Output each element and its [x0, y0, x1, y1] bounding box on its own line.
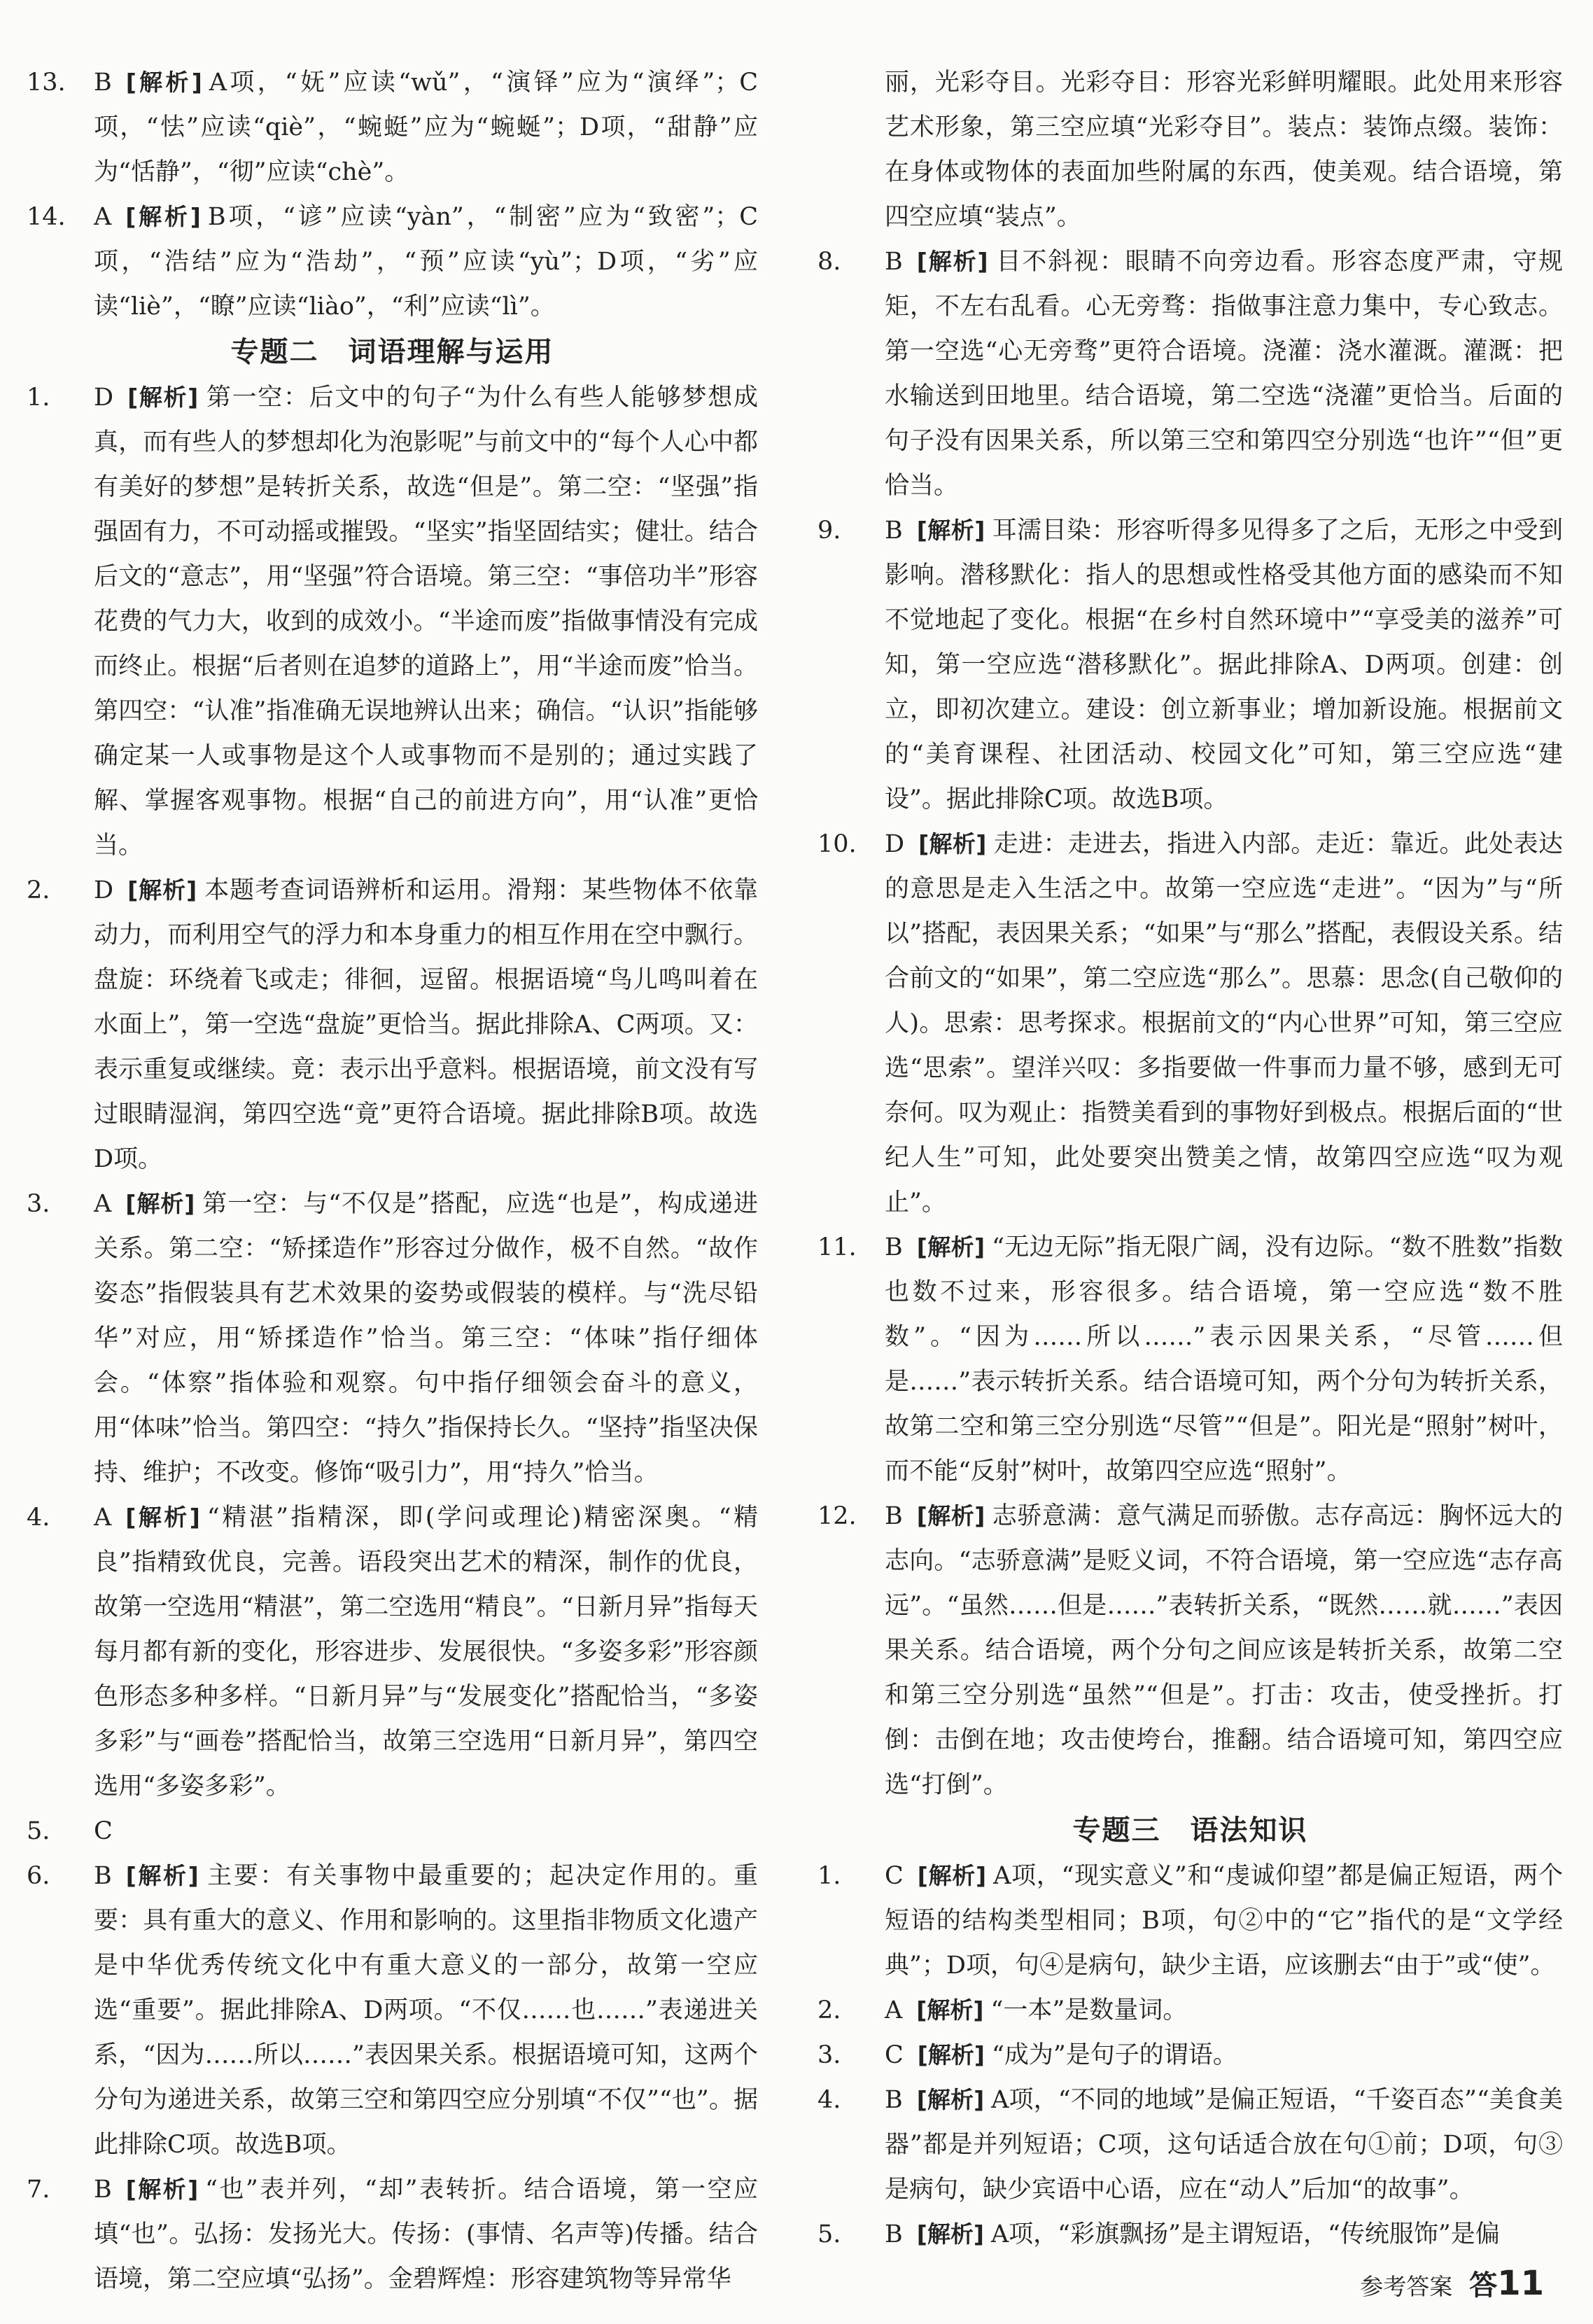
left-column	[27, 60, 758, 2302]
question-number: 10.	[817, 830, 857, 858]
answer-choice: A	[885, 1996, 903, 2024]
answer-choice: D	[94, 384, 114, 412]
question-number: 1.	[27, 384, 50, 412]
page-number-value: 11	[1497, 2264, 1544, 2303]
answer-choice: C	[885, 2041, 904, 2069]
answer-choice: D	[94, 876, 114, 904]
explanation-text: 志骄意满：意气满足而骄傲。志存高远：胸怀远大的志向。“志骄意满”是贬义词，不符合语境，第一空应选“志存高远”。“虽然……但是……”表转折关系，“既然……就……”表因果关系。结合语境，两个分句之间应该是转折关系，故第二空和第三空分别选“虽然”“但是”。打击：攻击，使受挫折。打倒：击倒在地；攻击使垮台，推翻。结合语境可知，第四空应选“打倒”。	[885, 1502, 1563, 1799]
explanation-text: 丽，光彩夺目。光彩夺目：形容光彩鲜明耀眼。此处用来形容艺术形象，第三空应填“光彩夺目”。装点：装饰点缀。装饰：在身体或物体的表面加些附属的东西，使美观。结合语境，第四空应填“装点”。	[885, 69, 1563, 231]
analysis-tag: [解析]	[916, 2220, 984, 2248]
question-number: 6.	[27, 1862, 50, 1890]
analysis-tag: [解析]	[127, 384, 199, 411]
answer-choice: C	[885, 1862, 904, 1890]
answer-entry	[817, 2078, 1563, 2212]
section-title: 专题三 语法知识	[1072, 1814, 1308, 1847]
page-number-prefix: 答	[1469, 2269, 1498, 2302]
explanation-text: 主要：有关事物中最重要的；起决定作用的。重要：具有重大的意义、作用和影响的。这里指非物质文化遗产是中华优秀传统文化中有重大意义的一部分，故第一空应选“重要”。据此排除A、D两项。“不仅……也……”表递进关系，“因为……所以……”表因果关系。根据语境可知，这两个分句为递进关系，故第三空和第四空应分别填“不仅”“也”。据此排除C项。故选B项。	[94, 1862, 758, 2159]
footer-label: 参考答案	[1360, 2273, 1453, 2300]
explanation-text: 目不斜视：眼睛不向旁边看。形容态度严肃，守规矩，不左右乱看。心无旁骛：指做事注意力集中，专心致志。第一空选“心无旁骛”更符合语境。浇灌：浇水灌溉。灌溉：把水输送到田地里。结合语境，第二空选“浇灌”更恰当。后面的句子没有因果关系，所以第三空和第四空分别选“也许”“但”更恰当。	[885, 248, 1563, 500]
answer-choice: B	[94, 69, 112, 97]
explanation-text: 本题考查词语辨析和运用。滑翔：某些物体不依靠动力，而利用空气的浮力和本身重力的相互作用在空中飘行。盘旋：环绕着飞或走；徘徊，逗留。根据语境“鸟儿鸣叫着在水面上”，第一空选“盘旋”更恰当。据此排除A、C两项。又：表示重复或继续。竟：表示出乎意料。根据语境，前文没有写过眼睛湿润，第四空选“竟”更符合语境。据此排除B项。故选D项。	[94, 876, 758, 1173]
page-number	[1469, 2263, 1544, 2303]
analysis-tag: [解析]	[127, 876, 197, 904]
answer-entry	[817, 1988, 1563, 2033]
question-number: 9.	[817, 517, 841, 545]
question-number: 5.	[817, 2220, 841, 2248]
answer-entry	[27, 375, 758, 868]
answer-choice: A	[94, 1190, 112, 1218]
answer-choice: C	[94, 1817, 113, 1845]
answer-entry	[817, 508, 1563, 822]
answer-entry	[817, 822, 1563, 1225]
analysis-tag: [解析]	[916, 1233, 985, 1261]
question-number: 4.	[27, 1504, 50, 1532]
explanation-text: B项，“谚”应读“yàn”，“制密”应为“致密”；C项，“浩结”应为“浩劫”，“预”应读“yù”；D项，“劣”应读“liè”，“瞭”应读“liào”，“利”应读“lì”。	[94, 203, 759, 321]
question-number: 14.	[27, 203, 66, 231]
answer-choice: A	[94, 203, 112, 231]
answer-choice: B	[885, 248, 903, 276]
answer-entry	[817, 1225, 1563, 1494]
explanation-text: 第一空：与“不仅是”搭配，应选“也是”，构成递进关系。第二空：“矫揉造作”形容过分做作，极不自然。“故作姿态”指假装具有艺术效果的姿势或假装的模样。与“洗尽铅华”对应，用“矫揉造作”恰当。第三空：“体味”指仔细体会。“体察”指体验和观察。句中指仔细领会奋斗的意义，用“体味”恰当。第四空：“持久”指保持长久。“坚持”指坚决保持、维护；不改变。修饰“吸引力”，用“持久”恰当。	[94, 1190, 759, 1487]
answer-entry	[27, 2167, 758, 2302]
explanation-text: A项，“妩”应读“wǔ”，“演铎”应为“演绎”；C项，“怯”应读“qiè”，“蜿蜓”应为“蜿蜒”；D项，“甜静”应为“恬静”，“彻”应读“chè”。	[94, 69, 759, 186]
question-number: 8.	[817, 248, 841, 276]
answer-choice: B	[885, 1233, 903, 1261]
answer-entry	[817, 2033, 1563, 2078]
answer-entry	[817, 1494, 1563, 1807]
answer-continuation	[817, 60, 1563, 239]
answer-entry	[27, 868, 758, 1182]
analysis-tag: [解析]	[918, 830, 987, 858]
question-number: 1.	[817, 1862, 841, 1890]
answer-entry	[27, 60, 758, 195]
analysis-tag: [解析]	[916, 517, 985, 544]
answer-entry	[817, 239, 1563, 508]
explanation-text: A项，“现实意义”和“虔诚仰望”都是偏正短语，两个短语的结构类型相同；B项，句②中的“它”指代的是“文学经典”；D项，句④是病句，缺少主语，应该删去“由于”或“使”。	[885, 1862, 1563, 1980]
question-number: 3.	[27, 1190, 50, 1218]
analysis-tag: [解析]	[917, 2041, 985, 2068]
answer-entry	[27, 1854, 758, 2167]
question-number: 3.	[817, 2041, 841, 2069]
answer-entry	[27, 1809, 758, 1854]
explanation-text: 走进：走进去，指进入内部。走近：靠近。此处表达的意思是走入生活之中。故第一空应选“走进”。“因为”与“所以”搭配，表因果关系；“如果”与“那么”搭配，表假设关系。结合前文的“如果”，第二空应选“那么”。思慕：思念(自己敬仰的人)。思索：思考探求。根据前文的“内心世界”可知，第三空应选“思索”。望洋兴叹：多指要做一件事而力量不够，感到无可奈何。叹为观止：指赞美看到的事物好到极点。根据后面的“世纪人生”可知，此处要突出赞美之情，故第四空应选“叹为观止”。	[885, 830, 1563, 1217]
question-number: 2.	[817, 1996, 841, 2024]
analysis-tag: [解析]	[916, 2086, 985, 2113]
explanation-text: 第一空：后文中的句子“为什么有些人能够梦想成真，而有些人的梦想却化为泡影呢”与前文中的“每个人心中都有美好的梦想”是转折关系，故选“但是”。第二空：“坚强”指强固有力，不可动摇或摧毁。“坚实”指坚固结实；健壮。结合后文的“意志”，用“坚强”符合语境。第三空：“事倍功半”形容花费的气力大，收到的成效小。“半途而废”指做事情没有完成而终止。根据“后者则在追梦的道路上”，用“半途而废”恰当。第四空：“认准”指准确无误地辨认出来；确信。“认识”指能够确定某一人或事物是这个人或事物而不是别的；通过实践了解、掌握客观事物。根据“自己的前进方向”，用“认准”更恰当。	[94, 384, 758, 860]
analysis-tag: [解析]	[916, 1996, 984, 2024]
explanation-text: A项，“彩旗飘扬”是主谓短语，“传统服饰”是偏	[990, 2220, 1500, 2248]
question-number: 13.	[27, 69, 66, 97]
explanation-text: “精湛”指精深，即(学问或理论)精密深奥。“精良”指精致优良，完善。语段突出艺术的精深，制作的优良，故第一空选用“精湛”，第二空选用“精良”。“日新月异”指每天每月都有新的变化，形容进步、发展很快。“多姿多彩”形容颜色形态多种多样。“日新月异”与“发展变化”搭配恰当，“多姿多彩”与“画卷”搭配恰当，故第三空选用“日新月异”，第四空选用“多姿多彩”。	[94, 1504, 758, 1800]
analysis-tag: [解析]	[125, 2176, 199, 2203]
question-number: 12.	[817, 1502, 857, 1530]
explanation-text: 耳濡目染：形容听得多见得多了之后，无形之中受到影响。潜移默化：指人的思想或性格受其他方面的感染而不知不觉地起了变化。根据“在乡村自然环境中”“享受美的滋养”可知，第一空应选“潜移默化”。据此排除A、D两项。创建：创立，即初次建立。建设：创立新事业；增加新设施。根据前文的“美育课程、社团活动、校园文化”可知，第三空应选“建设”。据此排除C项。故选B项。	[885, 517, 1563, 813]
answer-choice: B	[94, 1862, 112, 1890]
answer-entry	[27, 195, 758, 329]
answer-choice: B	[885, 1502, 903, 1530]
question-number: 11.	[817, 1233, 857, 1261]
analysis-tag: [解析]	[917, 1862, 987, 1889]
answer-entry	[817, 2212, 1563, 2257]
analysis-tag: [解析]	[125, 1190, 195, 1217]
answer-choice: B	[885, 2086, 903, 2114]
analysis-tag: [解析]	[916, 1502, 985, 1530]
page-footer	[1360, 2263, 1544, 2303]
answer-choice: A	[94, 1504, 112, 1532]
question-number: 4.	[817, 2086, 841, 2114]
analysis-tag: [解析]	[125, 1862, 199, 1889]
explanation-text: “无边无际”指无限广阔，没有边际。“数不胜数”指数也数不过来，形容很多。结合语境，第一空应选“数不胜数”。“因为……所以……”表示因果关系，“尽管……但是……”表示转折关系。结合语境可知，两个分句为转折关系，故第二空和第三空分别选“尽管”“但是”。阳光是“照射”树叶，而不能“反射”树叶，故第四空应选“照射”。	[885, 1233, 1563, 1485]
analysis-tag: [解析]	[125, 203, 201, 230]
answer-choice: B	[885, 2220, 903, 2248]
explanation-text: “成为”是句子的谓语。	[991, 2041, 1237, 2069]
answer-choice: B	[94, 2176, 112, 2204]
right-column	[817, 60, 1563, 2257]
answer-choice: D	[885, 830, 905, 858]
explanation-text: “一本”是数量词。	[990, 1996, 1188, 2024]
question-number: 7.	[27, 2176, 50, 2204]
section-title: 专题二 词语理解与运用	[230, 336, 554, 368]
answer-entry	[27, 1182, 758, 1495]
explanation-text: “也”表并列，“却”表转折。结合语境，第一空应填“也”。弘扬：发扬光大。传扬：(事情、名声等)传播。结合语境，第二空应填“弘扬”。金碧辉煌：形容建筑物等异常华	[94, 2176, 758, 2293]
answer-entry	[27, 1495, 758, 1809]
analysis-tag: [解析]	[916, 248, 988, 275]
answer-entry	[817, 1854, 1563, 1988]
analysis-tag: [解析]	[125, 1504, 200, 1531]
answer-choice: B	[885, 517, 903, 545]
explanation-text: A项，“不同的地域”是偏正短语，“千姿百态”“美食美器”都是并列短语；C项，这句话适合放在句①前；D项，句③是病句，缺少宾语中心语，应在“动人”后加“的故事”。	[885, 2086, 1563, 2204]
question-number: 5.	[27, 1817, 50, 1845]
analysis-tag: [解析]	[125, 69, 202, 96]
question-number: 2.	[27, 876, 50, 904]
